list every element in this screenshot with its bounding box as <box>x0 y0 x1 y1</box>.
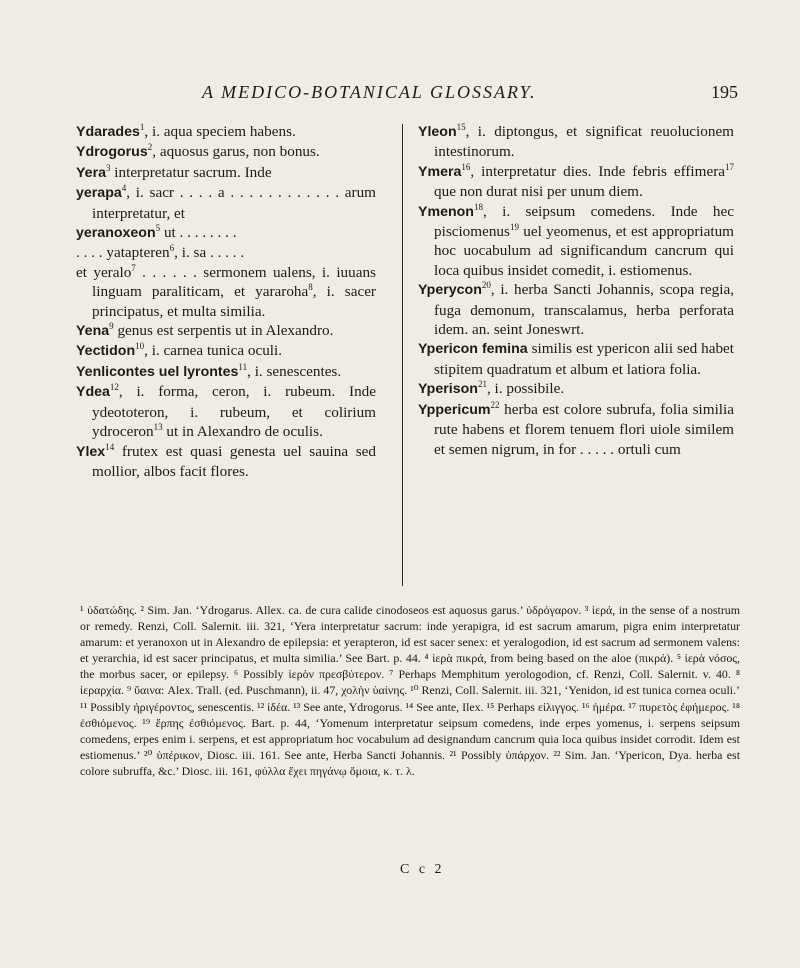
glossary-entry <box>418 162 734 202</box>
glossary-entry <box>418 379 734 399</box>
glossary-entry <box>418 280 734 339</box>
headword: Yperison <box>418 381 478 398</box>
headword: Ymenon <box>418 203 474 220</box>
glossary-entry <box>418 339 734 379</box>
headword: Ylex <box>76 443 106 460</box>
footnote-ref[interactable]: 4 <box>121 183 127 194</box>
entry-text: , i. diptongus, et significat reuolucionem intestinorum. <box>434 123 734 161</box>
headword: Ydea <box>76 384 110 401</box>
footnote-ref[interactable]: 10 <box>135 341 145 352</box>
entry-text: uel yeomenus, et est appropriatum hoc uocabulum ad significandum cancrum qui loca quibus insidet comedit, i. estiomenus. <box>434 223 734 279</box>
entry-text: , i. seipsum comedens. Inde hec pisciomenus <box>434 202 734 241</box>
headword: Ydarades <box>76 124 140 140</box>
entry-text: interpretatur sacrum. Inde <box>110 163 272 181</box>
entry-text: . . . . yatapteren <box>76 244 170 262</box>
entry-text: . . . . . . sermonem ualens, i. iuuans linguam paraliticam, et yararoha <box>92 263 376 301</box>
headword: Yera <box>76 164 106 181</box>
entry-text: frutex est quasi genesta uel sauina sed mollior, albos facit flores. <box>92 442 376 480</box>
footnote-ref[interactable]: 13 <box>153 422 163 433</box>
footnote-ref[interactable]: 22 <box>490 399 500 410</box>
entry-text: , interpretatur dies. Inde febris effimera <box>470 162 725 180</box>
footnote-ref[interactable]: 7 <box>131 262 136 273</box>
entry-text: ut . . . . . . . . <box>160 224 237 242</box>
footnote-block: ¹ ὑδατώδης. ² Sim. Jan. ‘Ydrogarus. Allex. ca. de cura calide cinodoseos est aquosus garus.’ ὑδρόγαρον. ³ ἱερά, in the sense of a nostrum or remedy. Renzi, Coll. Salernit. iii. 321, ‘Yera interpretatur sacrum: inde yerapigra, id est sacrum amarum, pigra enim interpretatur amarum: et yeranoxon ut in Alexandro de epilepsia: et yerapteron, id est sacer senex: et yeralogodion, id est sacrum ad sermonem valens: et yerarchia, id est sacer principatus, et multa similia.’ See Bart. p. 44. ⁴ ἱερὰ πικρά, from being based on the aloe (πικρά). ⁵ ἱερὰ νόσος, the morbus sacer, or epilepsy. ⁶ Possibly ἱερὸν πρεσβύτερον. ⁷ Perhaps Memphitum yerologodion, cf. Renzi, Coll. Salernit. v. 40. ⁸ ἱεραρχία. ⁹ ὕαινα: Alex. Trall. (ed. Puschmann), ii. 47, χολὴν ὑαίνης. ¹⁰ Renzi, Coll. Salernit. iii. 321, ‘Yenidon, id est tunica cornea oculi.’ ¹¹ Possibly ἠριγέροντος, senescentis. ¹² ἰδέα. ¹³ See ante, Ydrogorus. ¹⁴ See ante, Ilex. ¹⁵ Perhaps εἰλιγγος. ¹⁶ ἡμέρα. ¹⁷ πυρετὸς ἐφήμερος. ¹⁸ ἐσθιόμενος. ¹⁹ ἕρπης ἐσθιόμενος. Bart. p. 44, ‘Yomenum interpretatur seipsum comedens, inde erpes yomenus, i. serpens seipsum comedens, erpes enim i. serpens, et est appropriatum hoc vocabulum ad designandum cancrum quia loca quibus insidet corrodit. Idem est estiomenus.’ ²⁰ ὑπέρικον, Diosc. iii. 161. See ante, Herba Sancti Johannis. ²¹ Possibly ὑπάρχον. ²² Sim. Jan. ‘Ypericon, Dya. herba est colore subruffa, &c.’ Diosc. iii. 161, φύλλα ἔχει πηγάνῳ ὅμοια, κ. τ. λ. <box>80 603 740 778</box>
entry-text: , i. senescentes. <box>247 362 342 380</box>
page-number: 195 <box>711 82 738 102</box>
glossary-entry <box>418 202 734 281</box>
glossary-entry <box>76 223 376 243</box>
footnotes <box>80 602 740 779</box>
entry-text: , i. possibile. <box>486 380 565 398</box>
footnote-ref[interactable]: 2 <box>147 142 153 153</box>
footnote-ref[interactable]: 11 <box>238 361 248 372</box>
headword: Yppericum <box>418 401 491 418</box>
footnote-ref[interactable]: 1 <box>139 122 145 132</box>
glossary-entry <box>418 400 734 459</box>
glossary-entry <box>76 142 376 162</box>
footnote-ref[interactable]: 20 <box>481 280 491 291</box>
footnote-ref[interactable]: 14 <box>105 441 115 452</box>
column-divider <box>402 124 403 586</box>
running-title: A MEDICO-BOTANICAL GLOSSARY. <box>202 82 537 102</box>
signature-mark: C c 2 <box>400 862 445 877</box>
entry-text: ut in Alexandro de oculis. <box>162 423 323 441</box>
glossary-entry <box>76 183 376 223</box>
footnote-ref[interactable]: 17 <box>725 161 734 172</box>
glossary-entry <box>76 263 376 321</box>
entry-text: , i. carnea tunica oculi. <box>144 342 283 360</box>
headword: Yectidon <box>76 343 136 360</box>
headword: Yleon <box>418 124 457 140</box>
entry-text: genus est serpentis ut in Alexandro. <box>113 322 334 340</box>
entry-text: , i. herba Sancti Johannis, scopa regia, fuga demonum, transcalamus, herba perforata idem. an. seint Joneswrt. <box>434 281 734 339</box>
headword: Ymera <box>418 163 462 180</box>
left-column <box>76 122 376 481</box>
glossary-entry <box>76 362 376 382</box>
entry-text: , i. forma, ceron, i. rubeum. Inde ydeototeron, i. rubeum, et colirium ydroceron <box>92 383 376 441</box>
entry-text: , i. sacer principatus, et multa similia. <box>92 283 376 320</box>
glossary-entry <box>76 321 376 341</box>
footnote-ref[interactable]: 5 <box>155 223 161 234</box>
headword: Yena <box>76 323 110 340</box>
headword: yeranoxeon <box>76 225 156 242</box>
glossary-entry <box>76 382 376 441</box>
glossary-entry <box>76 243 376 262</box>
glossary-entry <box>76 341 376 361</box>
glossary-entry <box>76 122 376 142</box>
headword: yerapa <box>76 185 122 202</box>
right-column <box>418 122 734 459</box>
footnote-ref[interactable]: 12 <box>109 382 119 393</box>
footnote-ref[interactable]: 8 <box>308 282 313 293</box>
footnote-ref[interactable]: 21 <box>477 379 487 390</box>
footnote-ref[interactable]: 9 <box>109 321 114 332</box>
glossary-entry <box>76 442 376 482</box>
glossary-entry <box>418 122 734 162</box>
glossary-entry <box>76 163 376 183</box>
entry-text: , i. sa . . . . . <box>174 244 245 262</box>
headword: Ydrogorus <box>76 144 148 161</box>
footnote-ref[interactable]: 6 <box>169 243 175 254</box>
footnote-ref[interactable]: 3 <box>105 162 111 173</box>
footnote-ref[interactable]: 18 <box>473 201 483 212</box>
headword: Yperycon <box>418 282 482 299</box>
entry-text: , aquosus garus, non bonus. <box>152 143 320 161</box>
entry-text: , i. sacr . . . . a . . . . . . . . . . . . arum interpretatur, et <box>92 184 376 222</box>
headword: Ypericon femina <box>418 341 528 358</box>
footnote-ref[interactable]: 15 <box>456 122 466 132</box>
headword: Yenlicontes uel lyrontes <box>76 363 239 380</box>
footnote-ref[interactable]: 19 <box>509 222 519 233</box>
entry-text: herba est colore subrufa, folia similia rute habens et florem tenuem flori uiole similem et semen nigrum, in for . . . . . ortuli cum <box>434 400 734 458</box>
entry-text: , i. aqua speciem habens. <box>144 123 296 140</box>
footnote-ref[interactable]: 16 <box>461 161 471 172</box>
entry-text: et yeralo <box>76 263 132 281</box>
entry-text: similis est ypericon alii sed habet stipitem quadratum et album et latiora folia. <box>434 340 735 378</box>
entry-text: que non durat nisi per unum diem. <box>434 183 643 201</box>
